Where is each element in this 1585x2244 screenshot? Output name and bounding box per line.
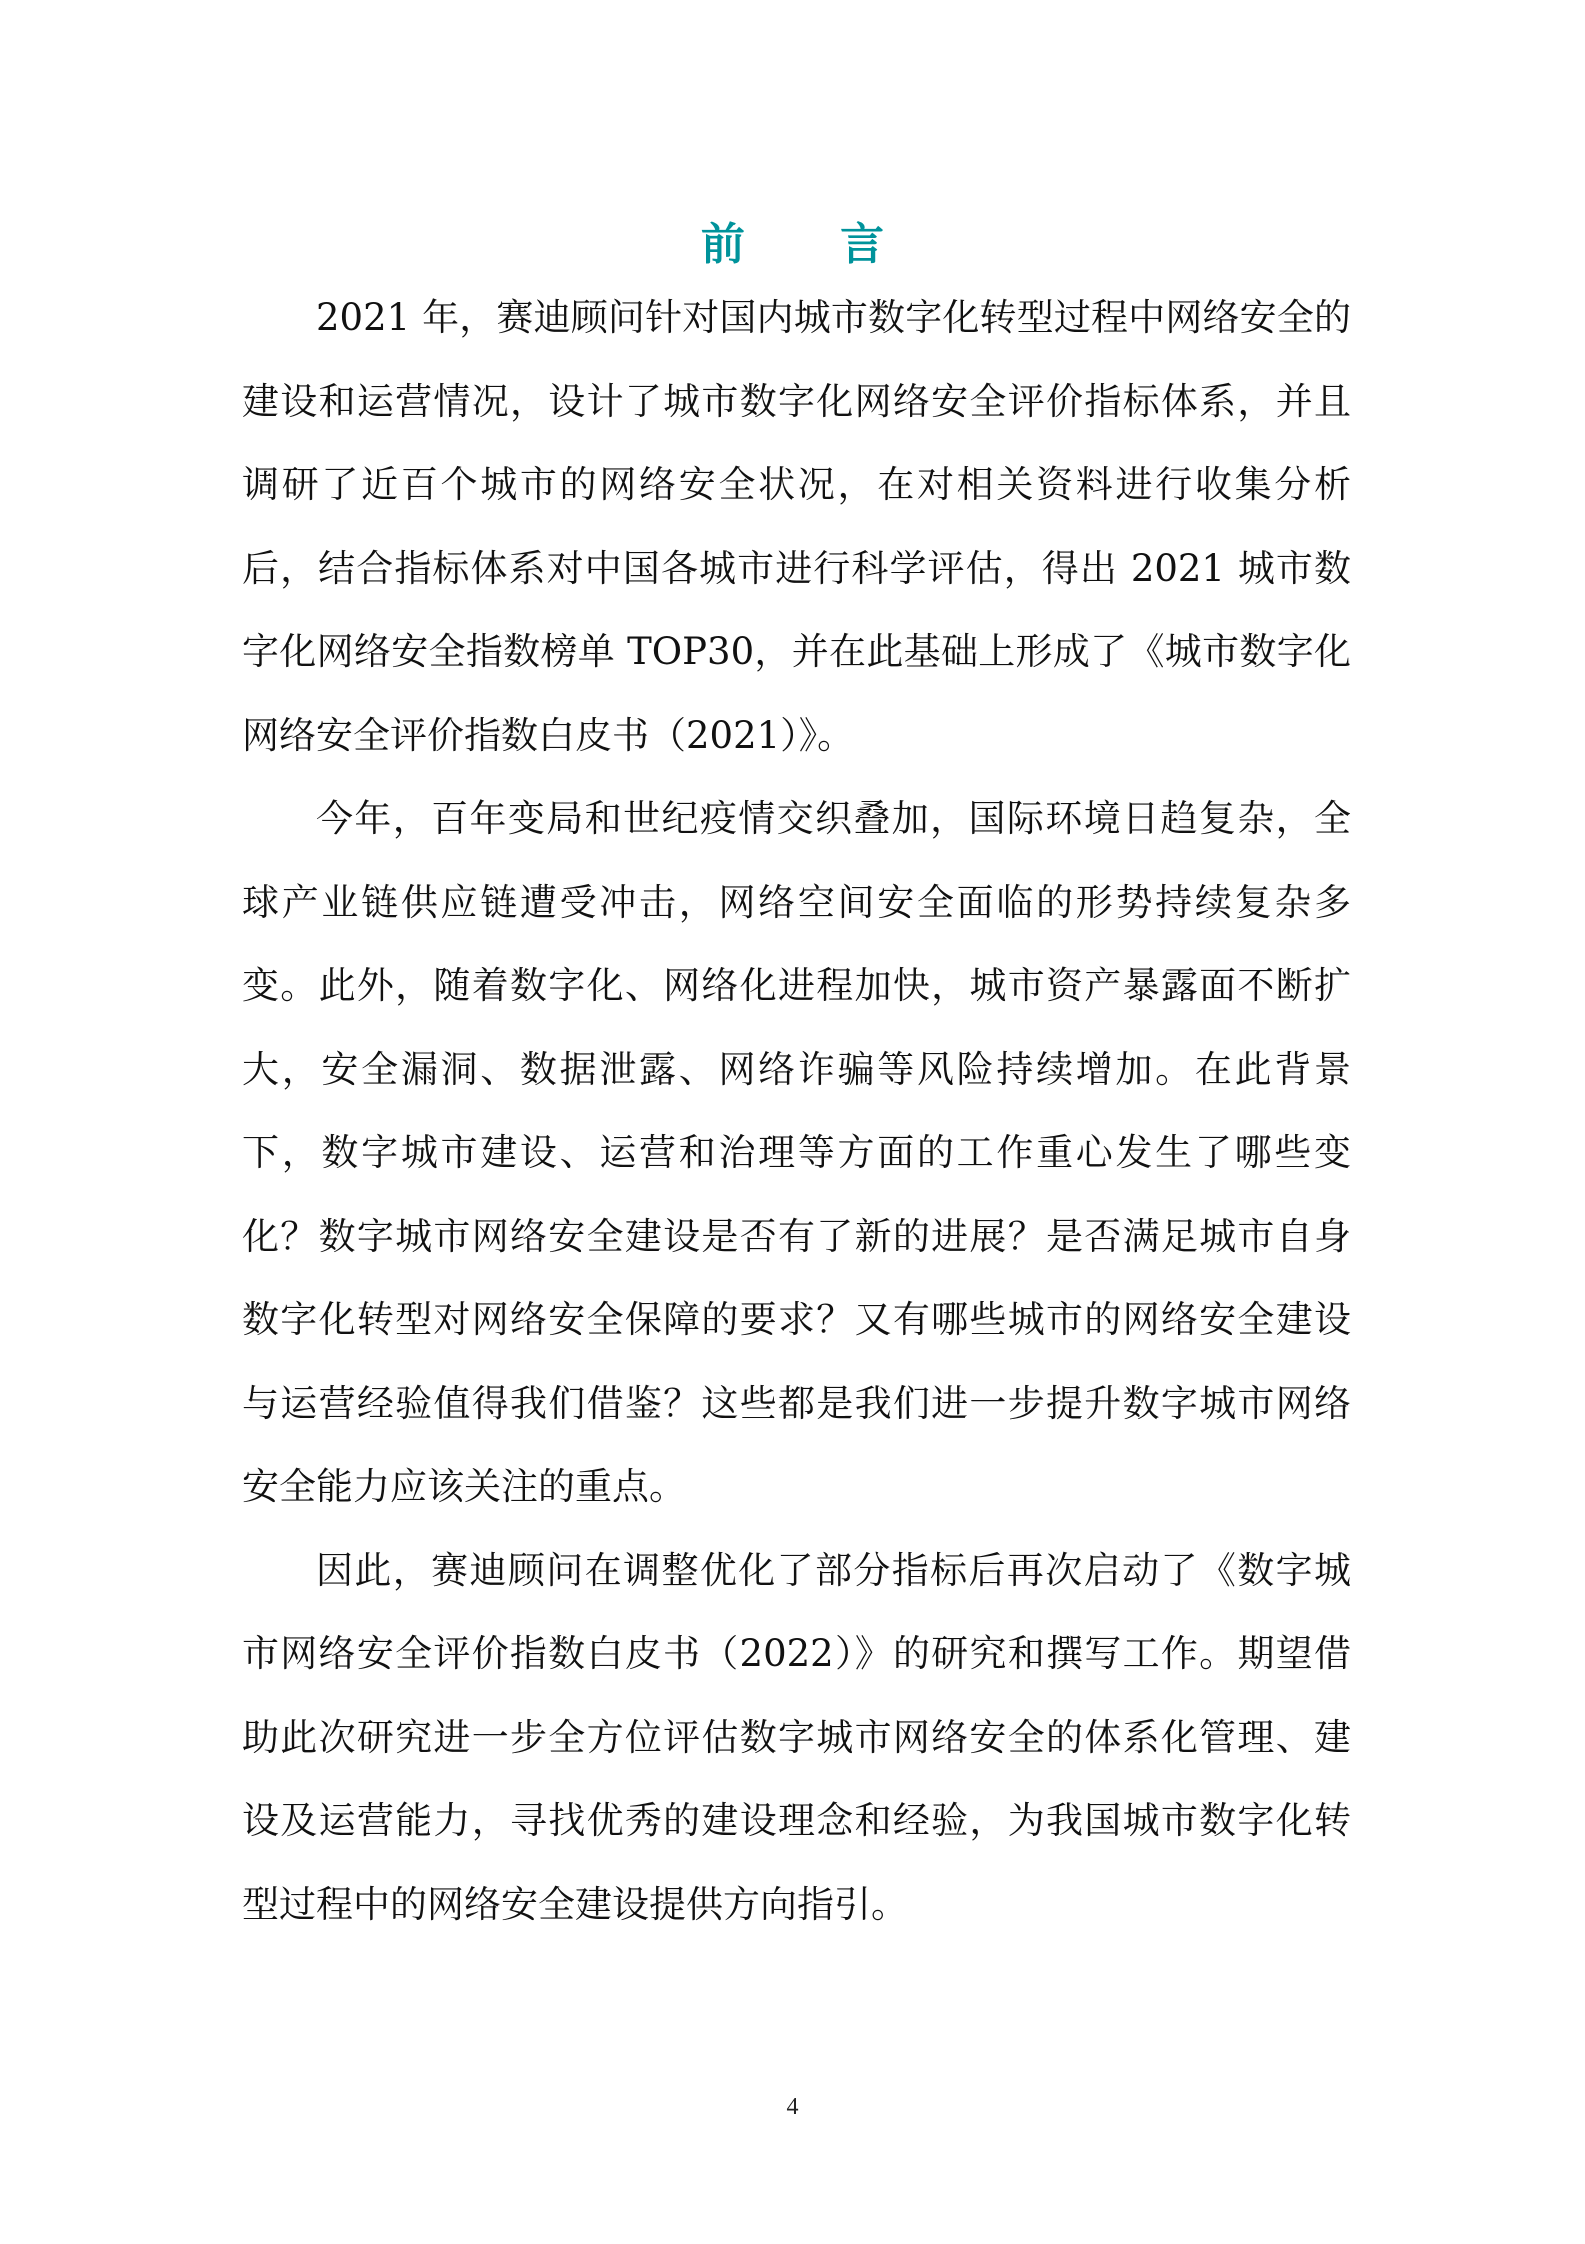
paragraph-3: 因此，赛迪顾问在调整优化了部分指标后再次启动了《数字城市网络安全评价指数白皮书（2022）》的研究和撰写工作。期望借助此次研究进一步全方位评估数字城市网络安全的体系化管理、建设及运营能力，寻找优秀的建设理念和经验，为我国城市数字化转型过程中的网络安全建设提供方向指引。 [242, 1548, 1351, 1926]
paragraph-2: 今年，百年变局和世纪疫情交织叠加，国际环境日趋复杂，全球产业链供应链遭受冲击，网络空间安全面临的形势持续复杂多变。此外，随着数字化、网络化进程加快，城市资产暴露面不断扩大，安全漏洞、数据泄露、网络诈骗等风险持续增加。在此背景下，数字城市建设、运营和治理等方面的工作重心发生了哪些变化？数字城市网络安全建设是否有了新的进展？是否满足城市自身数字化转型对网络安全保障的要求？又有哪些城市的网络安全建设与运营经验值得我们借鉴？这些都是我们进一步提升数字城市网络安全能力应该关注的重点。 [242, 797, 1351, 1508]
paragraph-1: 2021 年，赛迪顾问针对国内城市数字化转型过程中网络安全的建设和运营情况，设计了城市数字化网络安全评价指标体系，并且调研了近百个城市的网络安全状况，在对相关资料进行收集分析后，结合指标体系对中国各城市进行科学评估，得出 2021 城市数字化网络安全指数榜单 TOP30，并在此基础上形成了《城市数字化网络安全评价指数白皮书（2021）》。 [242, 296, 1351, 757]
page-title: 前 言 [700, 219, 925, 270]
preface-body [242, 276, 1351, 1946]
page-number: 4 [786, 2094, 799, 2120]
